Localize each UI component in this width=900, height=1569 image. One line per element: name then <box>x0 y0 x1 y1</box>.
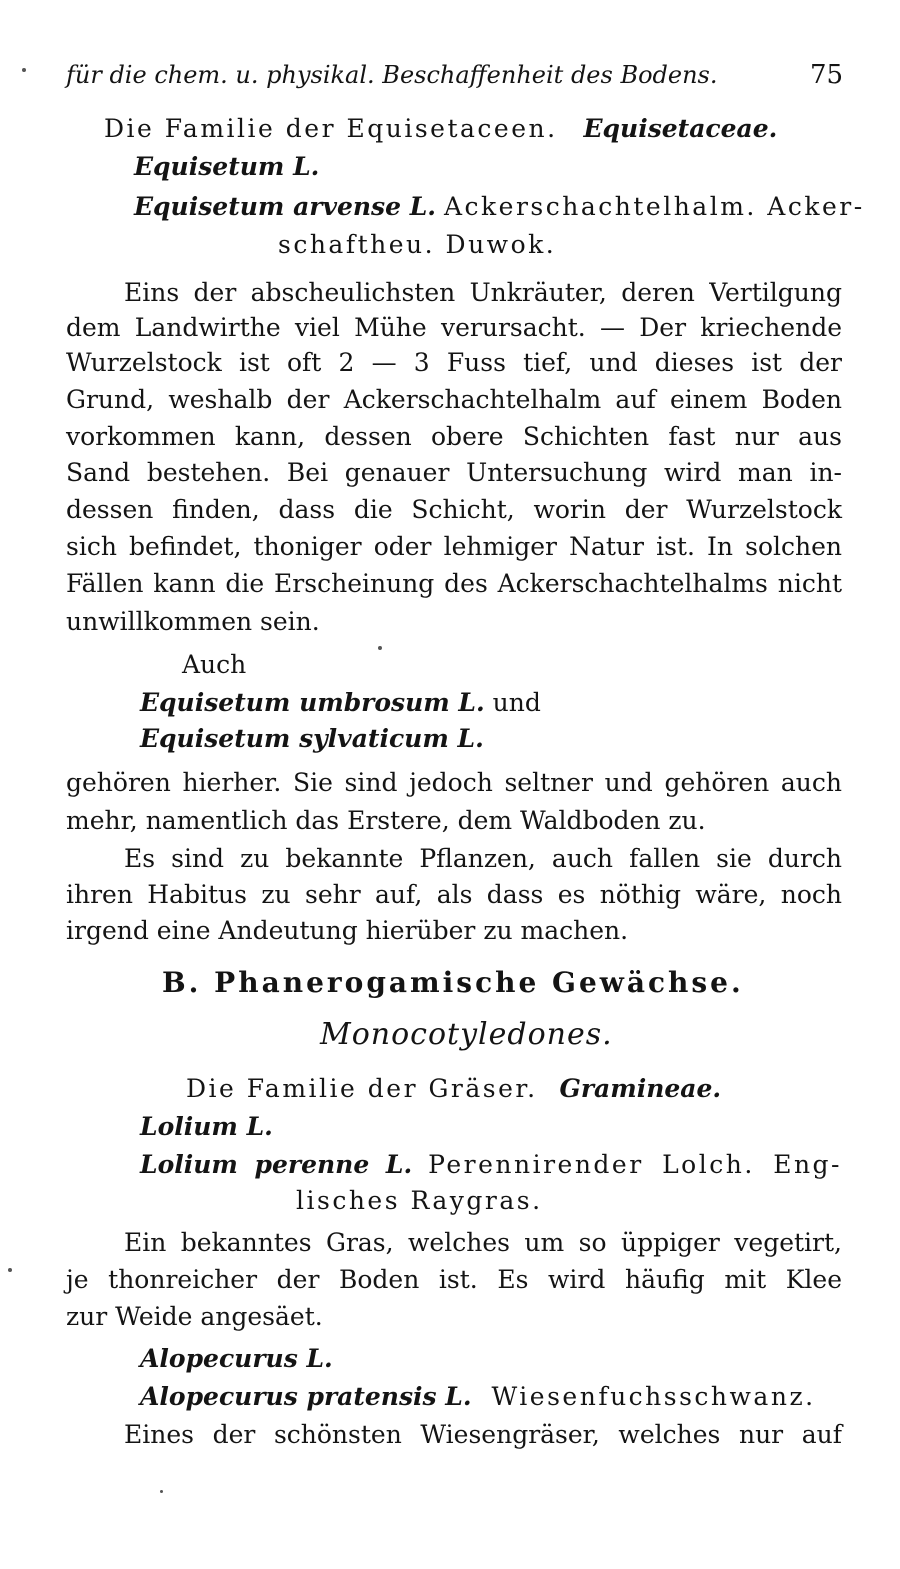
paragraph-line: Eines der schönsten Wiesengräser, welches nur auf <box>124 1420 842 1449</box>
genus-alopecurus: Alopecurus L. <box>140 1344 333 1373</box>
species-equisetum-umbrosum <box>140 688 541 718</box>
also-label: Auch <box>182 650 247 679</box>
paragraph-last-line: mehr, namentlich das Erstere, dem Waldboden zu. <box>66 806 706 835</box>
subsection-heading: Monocotyledones. <box>320 1017 613 1052</box>
paragraph-line: Ein bekanntes Gras, welches um so üppiger vegetirt, <box>124 1228 842 1257</box>
species-latin: Alopecurus pratensis L. <box>140 1382 472 1411</box>
page-number: 75 <box>810 60 844 90</box>
paragraph-line: sich befindet, thoniger oder lehmiger Natur ist. In solchen <box>66 532 842 561</box>
print-speck <box>22 68 26 72</box>
running-title: für die chem. u. physikal. Beschaffenheit des Bodens. <box>66 61 718 89</box>
species-common-name-cont: schaftheu. Duwok. <box>278 230 557 259</box>
species-equisetum-arvense <box>134 192 865 222</box>
species-latin: Lolium perenne L. <box>140 1150 413 1179</box>
paragraph-line: Wurzelstock ist oft 2 — 3 Fuss tief, und dieses ist der <box>66 348 842 377</box>
family-latin: Equisetaceae. <box>583 114 778 143</box>
species-latin: Equisetum arvense L. <box>134 192 437 221</box>
paragraph-last-line: unwillkommen sein. <box>66 607 320 636</box>
paragraph-line: ihren Habitus zu sehr auf, als dass es nöthig wäre, noch <box>66 880 842 909</box>
family-label: Die Familie der Gräser. <box>186 1074 538 1103</box>
paragraph-line: Es sind zu bekannte Pflanzen, auch fallen sie durch <box>124 844 842 873</box>
paragraph-last-line: zur Weide angesäet. <box>66 1302 323 1331</box>
family-latin: Gramineae. <box>559 1074 722 1103</box>
family-heading-gramineae <box>186 1074 721 1104</box>
genus-lolium: Lolium L. <box>140 1112 273 1141</box>
conjunction: und <box>492 688 541 717</box>
paragraph-last-line: irgend eine Andeutung hierüber zu machen. <box>66 916 629 945</box>
paragraph-line: Sand bestehen. Bei genauer Untersuchung wird man in- <box>66 458 842 487</box>
family-heading-equisetaceae <box>104 114 777 144</box>
species-equisetum-sylvaticum: Equisetum sylvaticum L. <box>140 724 484 753</box>
print-speck <box>8 1268 12 1272</box>
species-common-name-cont: lisches Raygras. <box>296 1186 543 1215</box>
species-common-name: Perennirender Lolch. Eng- <box>428 1150 842 1179</box>
paragraph-line: dem Landwirthe viel Mühe verursacht. — Der kriechende <box>66 313 842 342</box>
section-heading: B. Phanerogamische Gewächse. <box>162 966 744 999</box>
species-lolium-perenne <box>140 1150 842 1180</box>
paragraph-line: je thonreicher der Boden ist. Es wird häufig mit Klee <box>66 1265 842 1294</box>
paragraph-line: gehören hierher. Sie sind jedoch seltner und gehören auch <box>66 768 842 797</box>
family-label: Die Familie der Equisetaceen. <box>104 114 558 143</box>
print-speck <box>160 1490 163 1493</box>
print-speck <box>378 646 382 650</box>
species-common-name: Ackerschachtelhalm. Acker- <box>443 192 865 221</box>
paragraph-line: Grund, weshalb der Ackerschachtelhalm auf einem Boden <box>66 385 842 414</box>
genus-equisetum: Equisetum L. <box>134 152 320 181</box>
species-common-name: Wiesenfuchsschwanz. <box>491 1382 816 1411</box>
species-alopecurus-pratensis <box>140 1382 816 1412</box>
paragraph-line: dessen finden, dass die Schicht, worin der Wurzelstock <box>66 495 842 524</box>
paragraph-line: Fällen kann die Erscheinung des Ackerschachtelhalms nicht <box>66 569 842 598</box>
paragraph-line: Eins der abscheulichsten Unkräuter, deren Vertilgung <box>124 278 842 307</box>
paragraph-line: vorkommen kann, dessen obere Schichten fast nur aus <box>66 422 842 451</box>
species-latin: Equisetum umbrosum L. <box>140 688 485 717</box>
